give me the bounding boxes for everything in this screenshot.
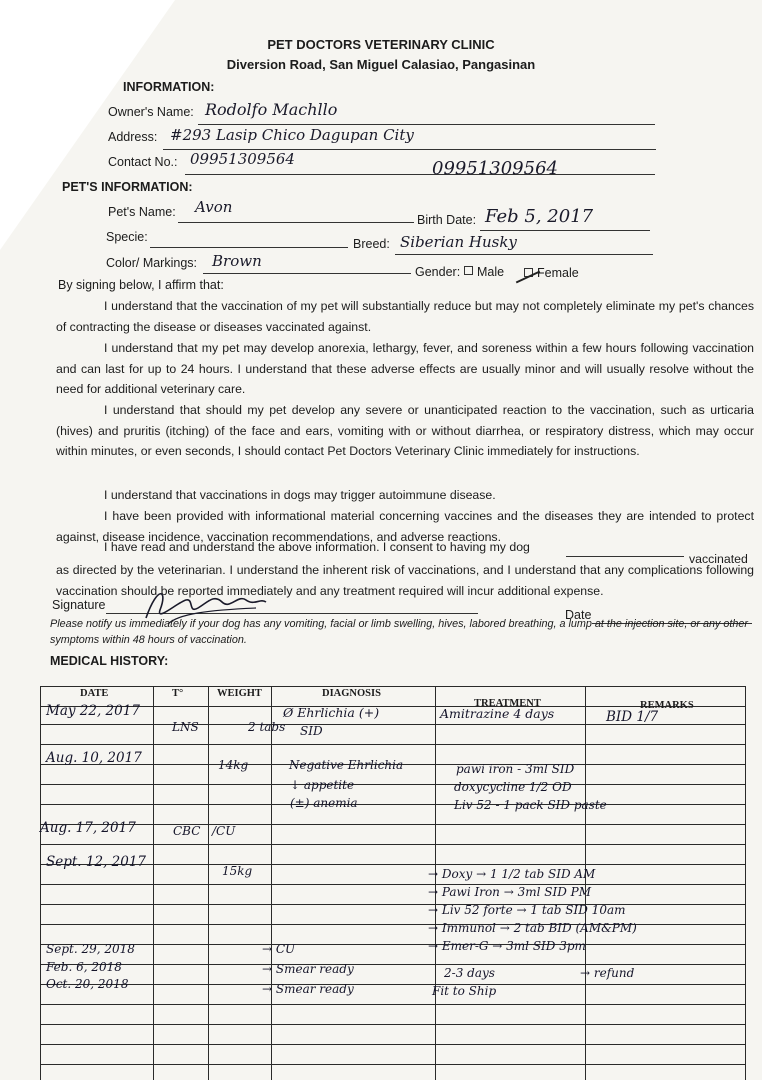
entry-3-weight[interactable]: /CU — [212, 824, 236, 838]
female-label: Female — [537, 266, 579, 280]
table-row-line — [40, 824, 746, 825]
table-row-line — [40, 964, 746, 965]
entry-6-remarks[interactable]: → refund — [580, 966, 635, 980]
entry-2-treatment-3[interactable]: Liv 52 - 1 pack SID paste — [454, 798, 607, 812]
breed-line — [395, 254, 653, 255]
male-label: Male — [477, 265, 505, 279]
entry-1-weight[interactable]: 2 tabs — [248, 720, 286, 734]
consent-paragraph-6c: as directed by the veterinarian. I understand the inherent risk of vaccinations, and I understand that any complications following vaccination should be reported immediately and any treatment required will incur additional expense. — [56, 563, 754, 598]
entry-1-treatment[interactable]: Amitrazine 4 days — [440, 706, 555, 721]
entry-3-temp[interactable]: CBC — [173, 824, 201, 838]
consent-paragraph-6a: I have read and understand the above information. I consent to having my dog — [104, 540, 530, 554]
owner-name-label: Owner's Name: — [108, 105, 194, 119]
table-top-border — [40, 686, 746, 687]
entry-4-treatment-1[interactable]: → Doxy → 1 1/2 tab SID AM — [428, 867, 596, 881]
pet-section-title: PET'S INFORMATION: — [62, 180, 193, 194]
entry-7-treatment[interactable]: Fit to Ship — [432, 984, 497, 998]
entry-1-diagnosis-2[interactable]: SID — [300, 724, 323, 738]
column-header-remarks: REMARKS — [640, 700, 694, 711]
table-col-line — [745, 686, 746, 1080]
table-row-line — [40, 1004, 746, 1005]
entry-2-date[interactable]: Aug. 10, 2017 — [46, 750, 142, 766]
entry-2-diagnosis-2[interactable]: ↓ appetite — [290, 778, 355, 792]
consent-paragraph-1: I understand that the vaccination of my pet will substantially reduce but may not completely eliminate my pet's chances of contracting the disease or diseases vaccinated against. — [56, 299, 754, 334]
date-label: Date — [565, 608, 592, 622]
table-col-line — [585, 686, 586, 1080]
entry-1-diagnosis[interactable]: Ø Ehrlichia (+) — [283, 705, 380, 720]
entry-2-weight[interactable]: 14kg — [218, 758, 249, 772]
consent-intro: By signing below, I affirm that: — [58, 278, 224, 292]
consent-paragraph-4: I understand that vaccinations in dogs may trigger autoimmune disease. — [104, 488, 496, 502]
entry-2-diagnosis[interactable]: Negative Ehrlichia — [289, 758, 404, 772]
column-header-diagnosis: DIAGNOSIS — [322, 688, 381, 699]
entry-6-date[interactable]: Feb. 6, 2018 — [46, 960, 122, 974]
consent-paragraph-3: I understand that should my pet develop any severe or unanticipated reaction to the vaccination, such as urticaria (hives) and pruritis (itching) of the face and ears, vomiting with or without diarrhea, or respiratory distress, which may occur within minutes, or even seconds, I should contact Pet Doctors Veterinary Clinic immediately for instructions. — [56, 403, 754, 458]
specie-label: Specie: — [106, 230, 148, 244]
table-row-line — [40, 924, 746, 925]
entry-5-date[interactable]: Sept. 29, 2018 — [46, 942, 135, 956]
clinic-name: PET DOCTORS VETERINARY CLINIC — [267, 37, 495, 52]
entry-5-diagnosis[interactable]: → CU — [262, 942, 296, 956]
pet-name-line — [178, 222, 414, 223]
column-header-temp: T° — [172, 688, 184, 699]
birth-date-line — [480, 230, 650, 231]
table-row-line — [40, 844, 746, 845]
entry-2-treatment-2[interactable]: doxycycline 1/2 OD — [454, 780, 572, 794]
entry-7-diagnosis[interactable]: → Smear ready — [262, 982, 354, 996]
entry-6-treatment[interactable]: 2-3 days — [444, 966, 495, 980]
entry-6-diagnosis[interactable]: → Smear ready — [262, 962, 354, 976]
entry-3-date[interactable]: Aug. 17, 2017 — [40, 820, 136, 836]
gender-label: Gender: — [415, 265, 461, 279]
owner-name-value[interactable]: Rodolfo Machllo — [205, 100, 338, 119]
address-label: Address: — [108, 130, 158, 144]
table-row-line — [40, 904, 746, 905]
column-header-date: DATE — [80, 688, 109, 699]
table-row-line — [40, 1064, 746, 1065]
table-row-line — [40, 744, 746, 745]
table-col-line — [271, 686, 272, 1080]
entry-2-diagnosis-3[interactable]: (±) anemia — [290, 796, 358, 810]
address-value[interactable]: #293 Lasip Chico Dagupan City — [170, 126, 414, 144]
table-row-line — [40, 1044, 746, 1045]
signature-label: Signature — [52, 598, 106, 612]
breed-label: Breed: — [353, 237, 390, 251]
contact-line — [185, 174, 655, 175]
entry-2-treatment[interactable]: pawi iron - 3ml SID — [456, 762, 575, 776]
entry-4-weight[interactable]: 15kg — [222, 864, 253, 878]
entry-1-remarks[interactable]: BID 1/7 — [606, 709, 659, 725]
color-label: Color/ Markings: — [106, 256, 197, 270]
contact-label: Contact No.: — [108, 155, 178, 169]
table-col-line — [435, 686, 436, 1080]
birth-date-label: Birth Date: — [417, 213, 477, 227]
consent-paragraph-5: I have been provided with informational material concerning vaccines and the diseases they are intended to protect against, disease incidence, vaccination recommendations, and adverse reactions. — [56, 509, 754, 544]
table-row-line — [40, 784, 746, 785]
column-header-treatment: TREATMENT — [474, 698, 541, 709]
entry-4-treatment-5[interactable]: → Emer-G → 3ml SID 3pm — [428, 939, 586, 953]
notify-notice: Please notify us immediately if your dog has any vomiting, facial or limb swelling, hives, labored breathing, a lump at the injection site, or any other symptoms within 48 hours of vaccination. — [50, 618, 748, 646]
entry-1-temp[interactable]: LNS — [172, 720, 199, 734]
male-checkbox[interactable] — [464, 266, 473, 275]
consent-paragraph-6b: vaccinated — [689, 552, 748, 566]
clinic-address: Diversion Road, San Miguel Calasiao, Pangasinan — [226, 57, 536, 72]
table-row-line — [40, 804, 746, 805]
table-row-line — [40, 944, 746, 945]
breed-value[interactable]: Siberian Husky — [400, 233, 517, 251]
medical-history-table — [40, 683, 746, 1080]
table-col-line — [40, 686, 41, 1080]
dog-vaccine-line — [566, 556, 684, 557]
contact-value-2[interactable]: 09951309564 — [432, 158, 558, 179]
pet-name-value[interactable]: Avon — [195, 198, 233, 216]
owner-section-title: INFORMATION: — [123, 80, 215, 94]
entry-4-treatment-3[interactable]: → Liv 52 forte → 1 tab SID 10am — [428, 903, 626, 917]
contact-value[interactable]: 09951309564 — [190, 150, 295, 168]
owner-name-line — [198, 124, 655, 125]
entry-7-date[interactable]: Oct. 20, 2018 — [46, 977, 129, 991]
entry-4-date[interactable]: Sept. 12, 2017 — [46, 854, 147, 870]
color-line — [203, 273, 411, 274]
table-col-line — [153, 686, 154, 1080]
consent-paragraph-2: I understand that my pet may develop anorexia, lethargy, fever, and soreness within a few hours following vaccination and can last for up to 24 hours. I understand that these adverse effects are usually minor and will usually resolve without the need for additional veterinary care. — [56, 341, 754, 396]
pet-name-label: Pet's Name: — [108, 205, 176, 219]
specie-line — [150, 247, 348, 248]
medical-history-title: MEDICAL HISTORY: — [50, 654, 169, 668]
birth-date-value[interactable]: Feb 5, 2017 — [485, 206, 594, 227]
entry-1-date[interactable]: May 22, 2017 — [46, 703, 140, 719]
table-col-line — [208, 686, 209, 1080]
table-row-line — [40, 1024, 746, 1025]
entry-4-treatment-2[interactable]: → Pawi Iron → 3ml SID PM — [428, 885, 592, 899]
table-row-line — [40, 884, 746, 885]
color-value[interactable]: Brown — [212, 252, 262, 270]
table-row-line — [40, 984, 746, 985]
column-header-weight: WEIGHT — [217, 688, 262, 699]
entry-4-treatment-4[interactable]: → Immunol → 2 tab BID (AM&PM) — [428, 921, 637, 935]
